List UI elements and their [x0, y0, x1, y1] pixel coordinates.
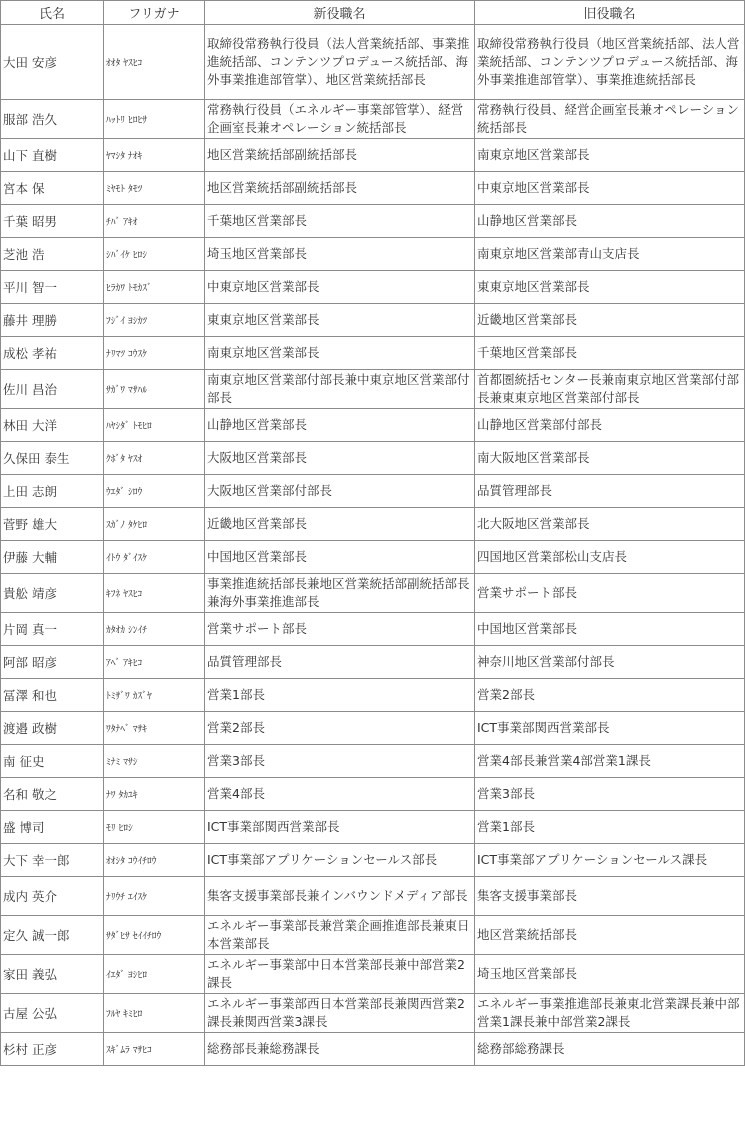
person-name: 服部 浩久 — [1, 100, 104, 139]
new-position: 近畿地区営業部長 — [205, 508, 475, 541]
person-kana: ﾅﾘﾏﾂ ｺｳｽｹ — [104, 337, 205, 370]
table-row — [1, 916, 745, 955]
old-position: 品質管理部長 — [475, 475, 745, 508]
old-position: 山静地区営業部長 — [475, 205, 745, 238]
person-name: 古屋 公弘 — [1, 994, 104, 1033]
old-position: 千葉地区営業部長 — [475, 337, 745, 370]
new-position: 取締役常務執行役員（法人営業統括部、事業推進統括部、コンテンツプロデュース統括部、海外事業推進部管掌）、地区営業統括部長 — [205, 25, 475, 100]
person-name: 南 征史 — [1, 745, 104, 778]
table-row — [1, 139, 745, 172]
person-name: 平川 智一 — [1, 271, 104, 304]
person-name: 成松 孝祐 — [1, 337, 104, 370]
table-body — [1, 25, 745, 1066]
person-name: 阿部 昭彦 — [1, 646, 104, 679]
person-name: 杉村 正彦 — [1, 1033, 104, 1066]
old-position: 常務執行役員、経営企画室長兼オペレーション統括部長 — [475, 100, 745, 139]
person-name: 片岡 真一 — [1, 613, 104, 646]
person-kana: ｱﾍﾞ ｱｷﾋｺ — [104, 646, 205, 679]
person-kana: ｷﾌﾈ ﾔｽﾋｺ — [104, 574, 205, 613]
new-position: ICT事業部アプリケーションセールス部長 — [205, 844, 475, 877]
table-row — [1, 370, 745, 409]
person-name: 盛 博司 — [1, 811, 104, 844]
header-new-position: 新役職名 — [205, 1, 475, 25]
old-position: 南大阪地区営業部長 — [475, 442, 745, 475]
header-old-position: 旧役職名 — [475, 1, 745, 25]
old-position: 営業サポート部長 — [475, 574, 745, 613]
person-kana: ｽｷﾞﾑﾗ ﾏｻﾋｺ — [104, 1033, 205, 1066]
old-position: 四国地区営業部松山支店長 — [475, 541, 745, 574]
person-kana: ﾊﾔｼﾀﾞ ﾄﾓﾋﾛ — [104, 409, 205, 442]
new-position: エネルギー事業部中日本営業部長兼中部営業2課長 — [205, 955, 475, 994]
old-position: エネルギー事業推進部長兼東北営業課長兼中部営業1課長兼中部営業2課長 — [475, 994, 745, 1033]
table-row — [1, 994, 745, 1033]
header-row — [1, 1, 745, 25]
person-kana: ﾓﾘ ﾋﾛｼ — [104, 811, 205, 844]
person-name: 菅野 雄大 — [1, 508, 104, 541]
new-position: 事業推進統括部長兼地区営業統括部副統括部長兼海外事業推進部長 — [205, 574, 475, 613]
person-name: 芝池 浩 — [1, 238, 104, 271]
table-row — [1, 205, 745, 238]
new-position: 大阪地区営業部長 — [205, 442, 475, 475]
old-position: 東東京地区営業部長 — [475, 271, 745, 304]
person-name: 山下 直樹 — [1, 139, 104, 172]
table-row — [1, 574, 745, 613]
table-row — [1, 1033, 745, 1066]
new-position: 集客支援事業部長兼インバウンドメディア部長 — [205, 877, 475, 916]
person-kana: ｲﾄｳ ﾀﾞｲｽｹ — [104, 541, 205, 574]
person-kana: ﾄﾐｻﾞﾜ ｶｽﾞﾔ — [104, 679, 205, 712]
person-kana: ｵｵﾀ ﾔｽﾋｺ — [104, 25, 205, 100]
person-kana: ﾔﾏｼﾀ ﾅｵｷ — [104, 139, 205, 172]
person-kana: ﾊｯﾄﾘ ﾋﾛﾋｻ — [104, 100, 205, 139]
person-kana: ｳｴﾀﾞ ｼﾛｳ — [104, 475, 205, 508]
person-kana: ﾅﾜ ﾀｶﾕｷ — [104, 778, 205, 811]
new-position: 山静地区営業部長 — [205, 409, 475, 442]
new-position: 中東京地区営業部長 — [205, 271, 475, 304]
table-row — [1, 955, 745, 994]
old-position: 近畿地区営業部長 — [475, 304, 745, 337]
old-position: 総務部総務課長 — [475, 1033, 745, 1066]
person-name: 伊藤 大輔 — [1, 541, 104, 574]
table-row — [1, 304, 745, 337]
old-position: 神奈川地区営業部付部長 — [475, 646, 745, 679]
new-position: エネルギー事業部長兼営業企画推進部長兼東日本営業部長 — [205, 916, 475, 955]
old-position: 営業3部長 — [475, 778, 745, 811]
person-name: 藤井 理勝 — [1, 304, 104, 337]
new-position: 大阪地区営業部付部長 — [205, 475, 475, 508]
table-row — [1, 613, 745, 646]
person-name: 宮本 保 — [1, 172, 104, 205]
table-row — [1, 877, 745, 916]
new-position: 品質管理部長 — [205, 646, 475, 679]
person-name: 成内 英介 — [1, 877, 104, 916]
new-position: 常務執行役員（エネルギー事業部管掌）、経営企画室長兼オペレーション統括部長 — [205, 100, 475, 139]
header-name: 氏名 — [1, 1, 104, 25]
person-kana: ｵｵｼﾀ ｺｳｲﾁﾛｳ — [104, 844, 205, 877]
person-name: 大田 安彦 — [1, 25, 104, 100]
person-name: 佐川 昌治 — [1, 370, 104, 409]
table-row — [1, 25, 745, 100]
old-position: 営業4部長兼営業4部営業1課長 — [475, 745, 745, 778]
new-position: 千葉地区営業部長 — [205, 205, 475, 238]
new-position: 地区営業統括部副統括部長 — [205, 139, 475, 172]
person-kana: ｶﾀｵｶ ｼﾝｲﾁ — [104, 613, 205, 646]
person-name: 名和 敬之 — [1, 778, 104, 811]
person-name: 林田 大洋 — [1, 409, 104, 442]
table-row — [1, 844, 745, 877]
person-kana: ﾐﾔﾓﾄ ﾀﾓﾂ — [104, 172, 205, 205]
new-position: 営業1部長 — [205, 679, 475, 712]
table-row — [1, 745, 745, 778]
table-row — [1, 712, 745, 745]
table-row — [1, 646, 745, 679]
old-position: 埼玉地区営業部長 — [475, 955, 745, 994]
old-position: 南東京地区営業部青山支店長 — [475, 238, 745, 271]
table-row — [1, 811, 745, 844]
person-name: 渡邉 政樹 — [1, 712, 104, 745]
header-kana: フリガナ — [104, 1, 205, 25]
person-kana: ｲｴﾀﾞ ﾖｼﾋﾛ — [104, 955, 205, 994]
table-row — [1, 508, 745, 541]
old-position: 首都圏統括センター長兼南東京地区営業部付部長兼東東京地区営業部付部長 — [475, 370, 745, 409]
table-row — [1, 172, 745, 205]
old-position: 山静地区営業部付部長 — [475, 409, 745, 442]
new-position: ICT事業部関西営業部長 — [205, 811, 475, 844]
new-position: 総務部長兼総務課長 — [205, 1033, 475, 1066]
new-position: 埼玉地区営業部長 — [205, 238, 475, 271]
person-name: 上田 志朗 — [1, 475, 104, 508]
person-kana: ｼﾊﾞｲｹ ﾋﾛｼ — [104, 238, 205, 271]
person-name: 久保田 泰生 — [1, 442, 104, 475]
old-position: ICT事業部関西営業部長 — [475, 712, 745, 745]
table-row — [1, 679, 745, 712]
table-row — [1, 409, 745, 442]
old-position: ICT事業部アプリケーションセールス課長 — [475, 844, 745, 877]
person-name: 大下 幸一郎 — [1, 844, 104, 877]
person-name: 貴舩 靖彦 — [1, 574, 104, 613]
new-position: 地区営業統括部副統括部長 — [205, 172, 475, 205]
person-kana: ﾌﾙﾔ ｷﾐﾋﾛ — [104, 994, 205, 1033]
new-position: エネルギー事業部西日本営業部長兼関西営業2課長兼関西営業3課長 — [205, 994, 475, 1033]
new-position: 中国地区営業部長 — [205, 541, 475, 574]
person-kana: ｽｶﾞﾉ ﾀｹﾋﾛ — [104, 508, 205, 541]
table-row — [1, 271, 745, 304]
table-row — [1, 238, 745, 271]
old-position: 地区営業統括部長 — [475, 916, 745, 955]
person-kana: ﾌｼﾞｲ ﾖｼｶﾂ — [104, 304, 205, 337]
person-kana: ｻﾀﾞﾋｻ ｾｲｲﾁﾛｳ — [104, 916, 205, 955]
old-position: 南東京地区営業部長 — [475, 139, 745, 172]
person-name: 冨澤 和也 — [1, 679, 104, 712]
person-kana: ﾁﾊﾞ ｱｷｵ — [104, 205, 205, 238]
person-kana: ﾋﾗｶﾜ ﾄﾓｶｽﾞ — [104, 271, 205, 304]
old-position: 中国地区営業部長 — [475, 613, 745, 646]
person-name: 定久 誠一郎 — [1, 916, 104, 955]
person-name: 千葉 昭男 — [1, 205, 104, 238]
new-position: 南東京地区営業部長 — [205, 337, 475, 370]
person-kana: ｻｶﾞﾜ ﾏｻﾊﾙ — [104, 370, 205, 409]
old-position: 中東京地区営業部長 — [475, 172, 745, 205]
person-kana: ﾐﾅﾐ ﾏｻｼ — [104, 745, 205, 778]
new-position: 営業2部長 — [205, 712, 475, 745]
table-row — [1, 541, 745, 574]
old-position: 北大阪地区営業部長 — [475, 508, 745, 541]
person-name: 家田 義弘 — [1, 955, 104, 994]
table-row — [1, 100, 745, 139]
person-kana: ﾜﾀﾅﾍﾞ ﾏｻｷ — [104, 712, 205, 745]
new-position: 営業4部長 — [205, 778, 475, 811]
table-row — [1, 778, 745, 811]
new-position: 東東京地区営業部長 — [205, 304, 475, 337]
person-kana: ｸﾎﾞﾀ ﾔｽｵ — [104, 442, 205, 475]
table-row — [1, 442, 745, 475]
table-row — [1, 475, 745, 508]
old-position: 営業2部長 — [475, 679, 745, 712]
table-row — [1, 337, 745, 370]
new-position: 南東京地区営業部付部長兼中東京地区営業部付部長 — [205, 370, 475, 409]
person-kana: ﾅﾘｳﾁ ｴｲｽｹ — [104, 877, 205, 916]
old-position: 取締役常務執行役員（地区営業統括部、法人営業統括部、コンテンツプロデュース統括部、海外事業推進部管掌）、事業推進統括部長 — [475, 25, 745, 100]
old-position: 営業1部長 — [475, 811, 745, 844]
new-position: 営業サポート部長 — [205, 613, 475, 646]
new-position: 営業3部長 — [205, 745, 475, 778]
old-position: 集客支援事業部長 — [475, 877, 745, 916]
